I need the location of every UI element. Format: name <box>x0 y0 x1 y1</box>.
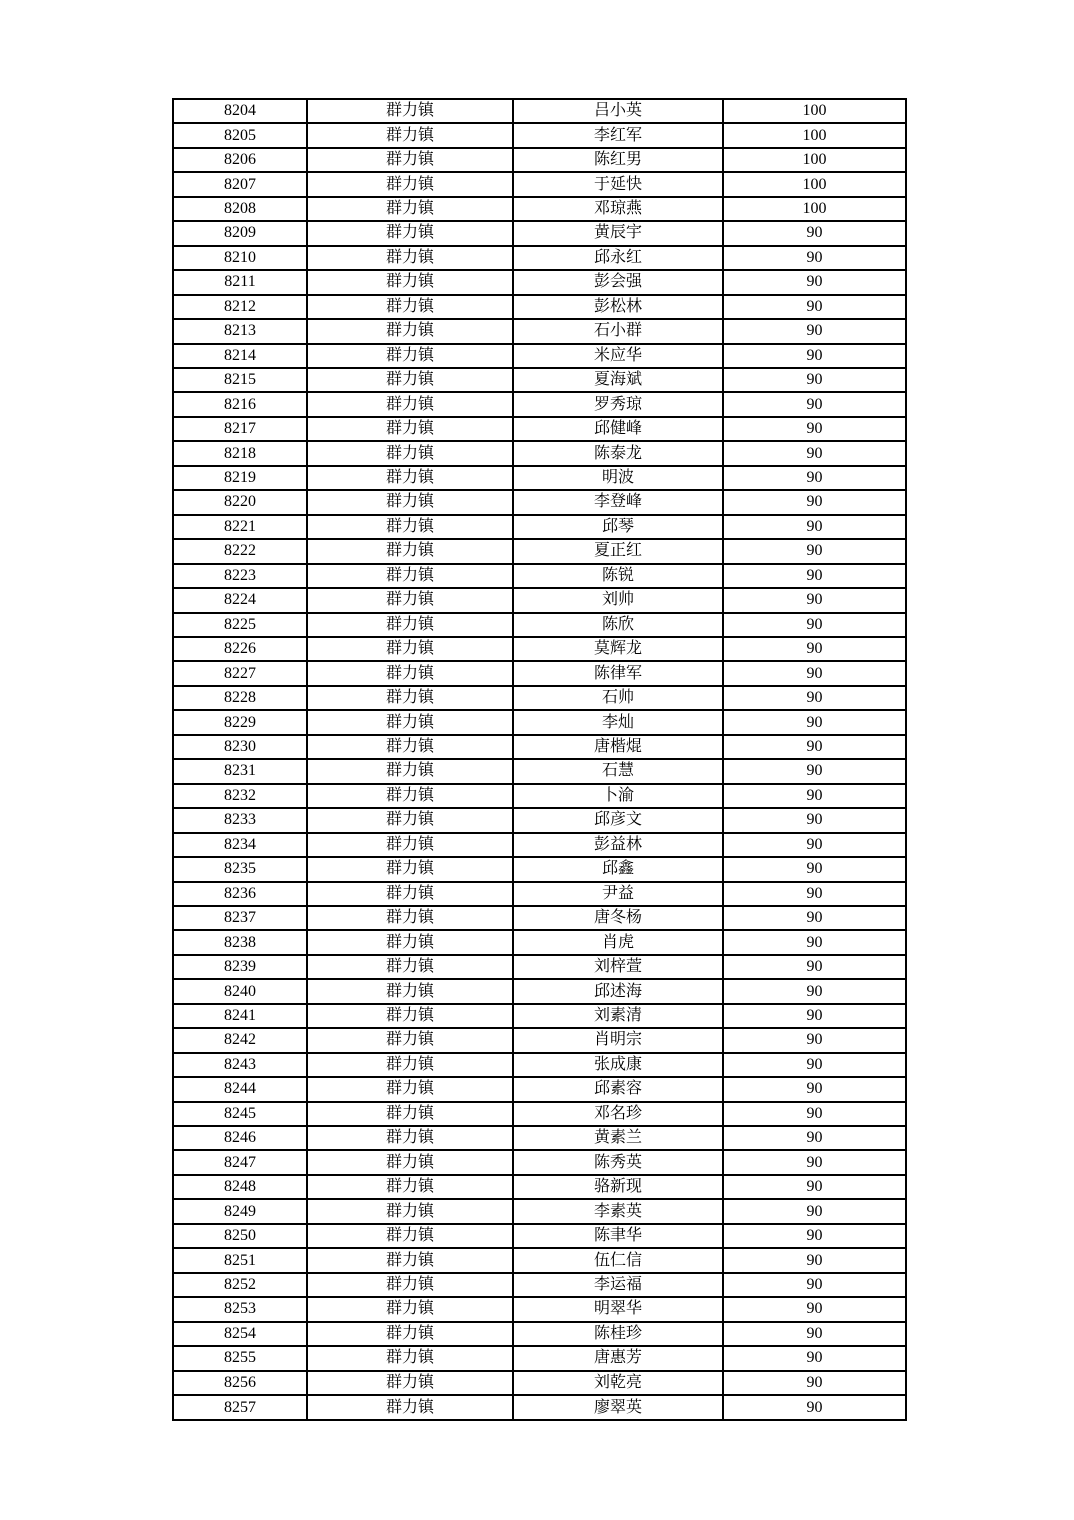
table-row <box>173 270 906 294</box>
name-cell: 彭益林 <box>513 833 723 857</box>
score-cell: 90 <box>723 1102 906 1126</box>
name-cell: 刘梓萱 <box>513 955 723 979</box>
score-cell: 90 <box>723 295 906 319</box>
name-cell: 黄辰宇 <box>513 221 723 245</box>
id-cell: 8220 <box>173 490 307 514</box>
name-cell: 陈泰龙 <box>513 441 723 465</box>
id-cell: 8215 <box>173 368 307 392</box>
score-cell: 90 <box>723 1175 906 1199</box>
name-cell: 明翠华 <box>513 1297 723 1321</box>
name-cell: 肖明宗 <box>513 1028 723 1052</box>
town-cell: 群力镇 <box>307 123 513 147</box>
town-cell: 群力镇 <box>307 710 513 734</box>
name-cell: 石帅 <box>513 686 723 710</box>
town-cell: 群力镇 <box>307 1248 513 1272</box>
town-cell: 群力镇 <box>307 637 513 661</box>
id-cell: 8228 <box>173 686 307 710</box>
score-cell: 90 <box>723 1322 906 1346</box>
town-cell: 群力镇 <box>307 979 513 1003</box>
score-cell: 90 <box>723 270 906 294</box>
id-cell: 8212 <box>173 295 307 319</box>
name-cell: 肖虎 <box>513 930 723 954</box>
name-cell: 莫辉龙 <box>513 637 723 661</box>
score-cell: 90 <box>723 564 906 588</box>
town-cell: 群力镇 <box>307 1273 513 1297</box>
town-cell: 群力镇 <box>307 1077 513 1101</box>
town-cell: 群力镇 <box>307 759 513 783</box>
town-cell: 群力镇 <box>307 295 513 319</box>
name-cell: 伍仁信 <box>513 1248 723 1272</box>
score-cell: 90 <box>723 661 906 685</box>
name-cell: 彭会强 <box>513 270 723 294</box>
table-row <box>173 1175 906 1199</box>
town-cell: 群力镇 <box>307 344 513 368</box>
table-row <box>173 735 906 759</box>
score-cell: 100 <box>723 148 906 172</box>
name-cell: 唐楷焜 <box>513 735 723 759</box>
town-cell: 群力镇 <box>307 490 513 514</box>
score-cell: 90 <box>723 979 906 1003</box>
name-cell: 李登峰 <box>513 490 723 514</box>
name-cell: 邓名珍 <box>513 1102 723 1126</box>
name-cell: 卜渝 <box>513 784 723 808</box>
id-cell: 8255 <box>173 1346 307 1370</box>
id-cell: 8231 <box>173 759 307 783</box>
score-cell: 90 <box>723 466 906 490</box>
id-cell: 8230 <box>173 735 307 759</box>
name-cell: 陈锐 <box>513 564 723 588</box>
town-cell: 群力镇 <box>307 1126 513 1150</box>
id-cell: 8241 <box>173 1004 307 1028</box>
table-row <box>173 1297 906 1321</box>
town-cell: 群力镇 <box>307 441 513 465</box>
name-cell: 邱素容 <box>513 1077 723 1101</box>
score-cell: 90 <box>723 1126 906 1150</box>
name-cell: 明波 <box>513 466 723 490</box>
id-cell: 8221 <box>173 515 307 539</box>
score-cell: 90 <box>723 906 906 930</box>
score-cell: 90 <box>723 808 906 832</box>
table-row <box>173 1126 906 1150</box>
town-cell: 群力镇 <box>307 539 513 563</box>
score-cell: 90 <box>723 344 906 368</box>
town-cell: 群力镇 <box>307 148 513 172</box>
name-cell: 李运福 <box>513 1273 723 1297</box>
score-cell: 90 <box>723 1150 906 1174</box>
score-cell: 90 <box>723 319 906 343</box>
town-cell: 群力镇 <box>307 99 513 123</box>
name-cell: 吕小英 <box>513 99 723 123</box>
town-cell: 群力镇 <box>307 808 513 832</box>
name-cell: 夏正红 <box>513 539 723 563</box>
name-cell: 骆新现 <box>513 1175 723 1199</box>
id-cell: 8249 <box>173 1199 307 1223</box>
score-cell: 90 <box>723 1199 906 1223</box>
name-cell: 彭松林 <box>513 295 723 319</box>
score-cell: 90 <box>723 1273 906 1297</box>
town-cell: 群力镇 <box>307 661 513 685</box>
table-row <box>173 148 906 172</box>
town-cell: 群力镇 <box>307 270 513 294</box>
id-cell: 8247 <box>173 1150 307 1174</box>
name-cell: 米应华 <box>513 344 723 368</box>
table-row <box>173 710 906 734</box>
name-cell: 陈桂珍 <box>513 1322 723 1346</box>
score-cell: 90 <box>723 1395 906 1420</box>
id-cell: 8224 <box>173 588 307 612</box>
town-cell: 群力镇 <box>307 784 513 808</box>
town-cell: 群力镇 <box>307 1224 513 1248</box>
score-cell: 90 <box>723 857 906 881</box>
table-row <box>173 979 906 1003</box>
score-cell: 100 <box>723 123 906 147</box>
id-cell: 8234 <box>173 833 307 857</box>
town-cell: 群力镇 <box>307 1395 513 1420</box>
id-cell: 8240 <box>173 979 307 1003</box>
score-cell: 90 <box>723 930 906 954</box>
town-cell: 群力镇 <box>307 1371 513 1395</box>
score-cell: 90 <box>723 392 906 416</box>
town-cell: 群力镇 <box>307 1199 513 1223</box>
town-cell: 群力镇 <box>307 613 513 637</box>
table-row <box>173 1273 906 1297</box>
name-cell: 陈律军 <box>513 661 723 685</box>
id-cell: 8232 <box>173 784 307 808</box>
name-cell: 罗秀琼 <box>513 392 723 416</box>
score-cell: 90 <box>723 539 906 563</box>
id-cell: 8216 <box>173 392 307 416</box>
id-cell: 8248 <box>173 1175 307 1199</box>
id-cell: 8206 <box>173 148 307 172</box>
name-cell: 陈聿华 <box>513 1224 723 1248</box>
name-cell: 唐冬杨 <box>513 906 723 930</box>
score-table <box>172 98 907 1421</box>
town-cell: 群力镇 <box>307 1102 513 1126</box>
table-row <box>173 490 906 514</box>
score-cell: 100 <box>723 172 906 196</box>
town-cell: 群力镇 <box>307 466 513 490</box>
score-cell: 90 <box>723 1004 906 1028</box>
name-cell: 黄素兰 <box>513 1126 723 1150</box>
name-cell: 陈红男 <box>513 148 723 172</box>
table-row <box>173 197 906 221</box>
score-cell: 90 <box>723 1371 906 1395</box>
town-cell: 群力镇 <box>307 1028 513 1052</box>
id-cell: 8207 <box>173 172 307 196</box>
table-row <box>173 221 906 245</box>
id-cell: 8243 <box>173 1053 307 1077</box>
name-cell: 刘素清 <box>513 1004 723 1028</box>
table-row <box>173 613 906 637</box>
id-cell: 8210 <box>173 246 307 270</box>
table-row <box>173 1224 906 1248</box>
town-cell: 群力镇 <box>307 1004 513 1028</box>
table-row <box>173 857 906 881</box>
score-cell: 90 <box>723 710 906 734</box>
town-cell: 群力镇 <box>307 1297 513 1321</box>
town-cell: 群力镇 <box>307 564 513 588</box>
town-cell: 群力镇 <box>307 172 513 196</box>
score-cell: 90 <box>723 686 906 710</box>
id-cell: 8213 <box>173 319 307 343</box>
table-row <box>173 1371 906 1395</box>
table-row <box>173 1077 906 1101</box>
score-cell: 90 <box>723 784 906 808</box>
id-cell: 8253 <box>173 1297 307 1321</box>
town-cell: 群力镇 <box>307 588 513 612</box>
table-row <box>173 368 906 392</box>
id-cell: 8222 <box>173 539 307 563</box>
table-row <box>173 1395 906 1420</box>
id-cell: 8218 <box>173 441 307 465</box>
town-cell: 群力镇 <box>307 197 513 221</box>
table-row <box>173 637 906 661</box>
score-cell: 90 <box>723 368 906 392</box>
id-cell: 8237 <box>173 906 307 930</box>
table-row <box>173 99 906 123</box>
id-cell: 8225 <box>173 613 307 637</box>
table-row <box>173 686 906 710</box>
name-cell: 邓琼燕 <box>513 197 723 221</box>
table-row <box>173 123 906 147</box>
name-cell: 邱琴 <box>513 515 723 539</box>
name-cell: 邱永红 <box>513 246 723 270</box>
table-row <box>173 784 906 808</box>
name-cell: 邱述海 <box>513 979 723 1003</box>
name-cell: 石慧 <box>513 759 723 783</box>
table-row <box>173 955 906 979</box>
score-cell: 90 <box>723 1248 906 1272</box>
table-row <box>173 759 906 783</box>
id-cell: 8226 <box>173 637 307 661</box>
name-cell: 石小群 <box>513 319 723 343</box>
name-cell: 李素英 <box>513 1199 723 1223</box>
name-cell: 刘帅 <box>513 588 723 612</box>
table-row <box>173 466 906 490</box>
table-row <box>173 882 906 906</box>
table-row <box>173 1053 906 1077</box>
id-cell: 8236 <box>173 882 307 906</box>
id-cell: 8245 <box>173 1102 307 1126</box>
table-row <box>173 906 906 930</box>
table-row <box>173 246 906 270</box>
table-row <box>173 1102 906 1126</box>
score-cell: 90 <box>723 1346 906 1370</box>
town-cell: 群力镇 <box>307 735 513 759</box>
table-row <box>173 1248 906 1272</box>
town-cell: 群力镇 <box>307 930 513 954</box>
town-cell: 群力镇 <box>307 515 513 539</box>
table-row <box>173 319 906 343</box>
name-cell: 陈欣 <box>513 613 723 637</box>
table-row <box>173 441 906 465</box>
id-cell: 8242 <box>173 1028 307 1052</box>
town-cell: 群力镇 <box>307 1150 513 1174</box>
id-cell: 8246 <box>173 1126 307 1150</box>
town-cell: 群力镇 <box>307 319 513 343</box>
id-cell: 8250 <box>173 1224 307 1248</box>
id-cell: 8235 <box>173 857 307 881</box>
id-cell: 8217 <box>173 417 307 441</box>
table-row <box>173 1322 906 1346</box>
score-cell: 90 <box>723 613 906 637</box>
id-cell: 8256 <box>173 1371 307 1395</box>
town-cell: 群力镇 <box>307 417 513 441</box>
id-cell: 8211 <box>173 270 307 294</box>
name-cell: 李灿 <box>513 710 723 734</box>
score-cell: 90 <box>723 588 906 612</box>
town-cell: 群力镇 <box>307 392 513 416</box>
town-cell: 群力镇 <box>307 882 513 906</box>
table-row <box>173 172 906 196</box>
town-cell: 群力镇 <box>307 955 513 979</box>
id-cell: 8227 <box>173 661 307 685</box>
town-cell: 群力镇 <box>307 246 513 270</box>
score-cell: 90 <box>723 490 906 514</box>
name-cell: 夏海斌 <box>513 368 723 392</box>
table-row <box>173 515 906 539</box>
table-row <box>173 295 906 319</box>
id-cell: 8233 <box>173 808 307 832</box>
score-cell: 90 <box>723 882 906 906</box>
score-cell: 90 <box>723 441 906 465</box>
id-cell: 8223 <box>173 564 307 588</box>
id-cell: 8252 <box>173 1273 307 1297</box>
table-row <box>173 588 906 612</box>
id-cell: 8219 <box>173 466 307 490</box>
name-cell: 邱彦文 <box>513 808 723 832</box>
name-cell: 邱健峰 <box>513 417 723 441</box>
id-cell: 8208 <box>173 197 307 221</box>
id-cell: 8209 <box>173 221 307 245</box>
table-row <box>173 1004 906 1028</box>
id-cell: 8244 <box>173 1077 307 1101</box>
table-row <box>173 1346 906 1370</box>
score-cell: 90 <box>723 1224 906 1248</box>
id-cell: 8238 <box>173 930 307 954</box>
score-cell: 90 <box>723 735 906 759</box>
table-row <box>173 344 906 368</box>
name-cell: 廖翠英 <box>513 1395 723 1420</box>
id-cell: 8229 <box>173 710 307 734</box>
name-cell: 于延快 <box>513 172 723 196</box>
town-cell: 群力镇 <box>307 1322 513 1346</box>
name-cell: 尹益 <box>513 882 723 906</box>
town-cell: 群力镇 <box>307 1053 513 1077</box>
score-cell: 90 <box>723 221 906 245</box>
table-row <box>173 564 906 588</box>
name-cell: 邱鑫 <box>513 857 723 881</box>
score-cell: 90 <box>723 515 906 539</box>
table-row <box>173 417 906 441</box>
score-cell: 90 <box>723 1028 906 1052</box>
id-cell: 8254 <box>173 1322 307 1346</box>
id-cell: 8205 <box>173 123 307 147</box>
table-row <box>173 808 906 832</box>
id-cell: 8257 <box>173 1395 307 1420</box>
score-cell: 100 <box>723 99 906 123</box>
name-cell: 刘乾亮 <box>513 1371 723 1395</box>
town-cell: 群力镇 <box>307 1175 513 1199</box>
score-cell: 90 <box>723 1297 906 1321</box>
score-cell: 90 <box>723 637 906 661</box>
score-cell: 90 <box>723 759 906 783</box>
table-row <box>173 930 906 954</box>
score-cell: 90 <box>723 1053 906 1077</box>
table-row <box>173 661 906 685</box>
score-cell: 90 <box>723 1077 906 1101</box>
name-cell: 唐惠芳 <box>513 1346 723 1370</box>
id-cell: 8239 <box>173 955 307 979</box>
table-row <box>173 1028 906 1052</box>
id-cell: 8251 <box>173 1248 307 1272</box>
town-cell: 群力镇 <box>307 368 513 392</box>
score-table-body <box>173 99 906 1420</box>
score-cell: 100 <box>723 197 906 221</box>
id-cell: 8204 <box>173 99 307 123</box>
id-cell: 8214 <box>173 344 307 368</box>
town-cell: 群力镇 <box>307 833 513 857</box>
table-row <box>173 1199 906 1223</box>
score-cell: 90 <box>723 833 906 857</box>
score-cell: 90 <box>723 246 906 270</box>
name-cell: 陈秀英 <box>513 1150 723 1174</box>
score-cell: 90 <box>723 955 906 979</box>
town-cell: 群力镇 <box>307 906 513 930</box>
name-cell: 李红军 <box>513 123 723 147</box>
town-cell: 群力镇 <box>307 1346 513 1370</box>
score-cell: 90 <box>723 417 906 441</box>
town-cell: 群力镇 <box>307 857 513 881</box>
table-row <box>173 392 906 416</box>
table-row <box>173 1150 906 1174</box>
town-cell: 群力镇 <box>307 221 513 245</box>
town-cell: 群力镇 <box>307 686 513 710</box>
table-row <box>173 833 906 857</box>
table-row <box>173 539 906 563</box>
name-cell: 张成康 <box>513 1053 723 1077</box>
